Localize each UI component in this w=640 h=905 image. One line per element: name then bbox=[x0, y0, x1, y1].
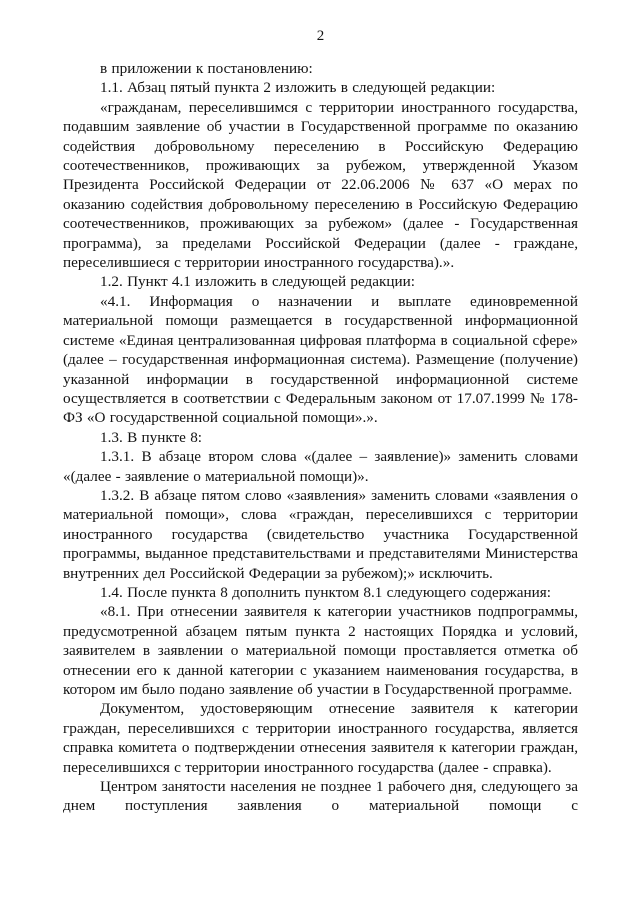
document-paragraph: «гражданам, переселившимся с территории иностранного государства, подавшим заявление об участии в Государственной программе по оказанию содействия добровольному переселению в Российскую Федерацию соотечественников, проживающих за рубежом, утвержденной Указом Президента Российской Федерации от 22.06.2006 № 637 «О мерах по оказанию содействия добровольному переселению в Российскую Федерацию соотечественников, проживающих за рубежом» (далее - Государственная программа), за пределами Российской Федерации (далее - граждане, переселившиеся с территории иностранного государства).». bbox=[63, 98, 578, 272]
document-paragraph: «4.1. Информация о назначении и выплате единовременной материальной помощи размещается в государственной информационной системе «Единая централизованная цифровая платформа в социальной сфере» (далее – государственная информационная система). Размещение (получение) указанной информации в государственной информационной системе осуществляется в соответствии с Федеральным законом от 17.07.1999 № 178-ФЗ «О государственной социальной помощи».». bbox=[63, 292, 578, 427]
page-number: 2 bbox=[316, 28, 325, 44]
document-paragraph: в приложении к постановлению: bbox=[100, 60, 313, 77]
document-paragraph: «8.1. При отнесении заявителя к категории участников подпрограммы, предусмотренной абзацем пятым пункта 2 настоящих Порядка и условий, заявителем в заявлении о материальной помощи проставляется отметка об отнесении его к данной категории с указанием наименования государства, в котором им было подано заявление об участии в Государственной программе. bbox=[63, 603, 578, 698]
document-paragraph: Центром занятости населения не позднее 1 рабочего дня, следующего за днем поступления заявления о материальной помощи с bbox=[63, 778, 578, 815]
document-paragraph: Документом, удостоверяющим отнесение заявителя к категории граждан, переселившихся с территории иностранного государства, является справка комитета о подтверждении отнесения заявителя к категории граждан, переселившихся с территории иностранного государства (далее - справка). bbox=[63, 700, 578, 776]
document-paragraph: 1.3. В пункте 8: bbox=[100, 428, 203, 446]
document-paragraph: 1.3.2. В абзаце пятом слово «заявления» заменить словами «заявления о материальной помощи», слова «граждан, переселившихся с территории иностранного государства (свидетельство участника Государственной программы, выданное представительствами и представителями Министерства внутренних дел Российской Федерации за рубежом);» исключить. bbox=[63, 486, 578, 582]
document-body bbox=[63, 59, 578, 816]
document-paragraph: 1.1. Абзац пятый пункта 2 изложить в следующей редакции: bbox=[100, 79, 496, 97]
document-paragraph: 1.4. После пункта 8 дополнить пунктом 8.1 следующего содержания: bbox=[100, 583, 552, 601]
document-paragraph: 1.3.1. В абзаце втором слова «(далее – заявление)» заменить словами «(далее - заявление о материальной помощи)». bbox=[63, 448, 578, 485]
document-paragraph: 1.2. Пункт 4.1 изложить в следующей редакции: bbox=[100, 273, 416, 291]
